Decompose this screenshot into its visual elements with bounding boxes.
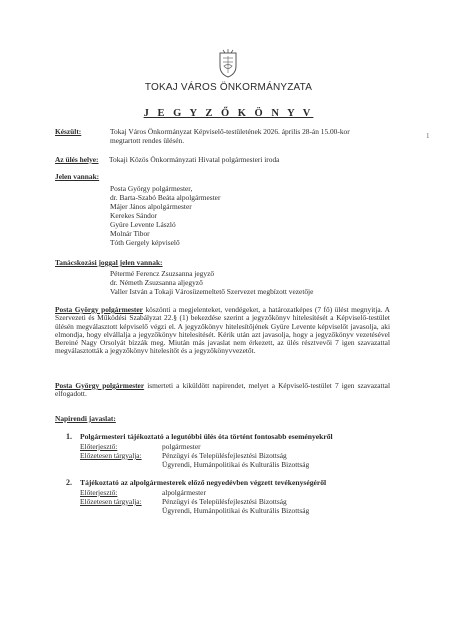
present-label: Jelen vannak: <box>55 172 100 181</box>
speaker-name: Posta György polgármester <box>55 381 145 390</box>
agenda-paragraph <box>55 382 390 399</box>
advisory-present-label: Tanácskozási joggal jelen vannak: <box>55 258 163 267</box>
agenda-item-title: Polgármesteri tájékoztató a legutóbbi ülés óta történt fontosabb eseményekről <box>80 432 333 441</box>
advisory-member: dr. Németh Zsuzsanna aljegyző <box>110 278 203 287</box>
paragraph-text: köszönti a megjelenteket, vendégeket, a határozatképes (7 fő) ülést megnyitja. A Szervezeti és Működési Szabályzat 22.§ (1) bekezdése szerint a jegyzőkönyv hitelesítését a Képviselő-testület ülésén megválasztott képviselő végzi el. A jegyzőkönyv hitelesítőjének Gyüre Levente képviselőt javasolja, aki elmondja, hogy elvállalja a jegyzőkönyv hitelesítését. Kérik után azt javasolja, hogy a jegyzőkönyv vezetésével Bereiné Nagy Orsolyát bízzák meg. Miután más javaslat nem érkezett, az ülés résztvevői 7 igen szavazattal megválasztották a jegyzőkönyv hitelesítőt és a jegyzőkönyvvezetőt. <box>55 305 390 356</box>
paragraph-text: ismerteti a kiküldött napirendet, melyet a Képviselő-testület 7 igen szavazattal elfogadott. <box>55 381 390 399</box>
speaker-name: Posta György polgármester <box>55 305 143 314</box>
present-member: Molnár Tibor <box>110 229 150 238</box>
municipal-coat-of-arms-icon <box>217 49 239 79</box>
present-member: Kerekes Sándor <box>110 211 157 220</box>
advisory-member: Valler István a Tokaji Városüzemeltető Szervezet megbízott vezetője <box>110 287 314 296</box>
pre-discussion-committee: Ügyrendi, Humánpolitikai és Kulturális Bizottság <box>162 506 310 515</box>
presenter-label: Előterjesztő: <box>80 488 118 497</box>
agenda-item-number: 2. <box>66 478 72 487</box>
presenter-value: alpolgármester <box>162 488 206 497</box>
agenda-item-number: 1. <box>66 432 72 441</box>
present-member: dr. Barta-Szabó Beáta alpolgármester <box>110 193 221 202</box>
margin-note: 1 <box>426 132 430 140</box>
opening-paragraph <box>55 306 390 356</box>
agenda-item-title: Tájékoztató az alpolgármesterek előző negyedévben végzett tevékenységéről <box>80 478 327 487</box>
keszult-label: Készült: <box>55 127 82 136</box>
present-member: Posta György polgármester, <box>110 184 193 193</box>
present-member: Májer János alpolgármester <box>110 202 192 211</box>
meeting-place-label: Az ülés helye: <box>55 155 99 164</box>
pre-discussion-committee: Pénzügyi és Településfejlesztési Bizottság <box>162 451 287 460</box>
municipality-title: TOKAJ VÁROS ÖNKORMÁNYZATA <box>144 82 313 93</box>
meeting-place-value: Tokaji Közös Önkormányzati Hivatal polgármesteri iroda <box>109 155 280 164</box>
advisory-member: Pétermé Ferencz Zsuzsanna jegyző <box>110 269 215 278</box>
pre-discussion-committee: Ügyrendi, Humánpolitikai és Kulturális Bizottság <box>162 460 310 469</box>
keszult-line-2: megtartott rendes ülésén. <box>110 136 185 145</box>
keszult-line-1: Tokaj Város Önkormányzat Képviselő-testületének 2026. április 28-án 15.00-kor <box>110 127 350 136</box>
presenter-value: polgármester <box>162 442 201 451</box>
present-member: Gyüre Levente László <box>110 220 176 229</box>
present-member: Tóth Gergely képviselő <box>110 238 180 247</box>
pre-discussion-committee: Pénzügyi és Településfejlesztési Bizottság <box>162 497 287 506</box>
presenter-label: Előterjesztő: <box>80 442 118 451</box>
document-title: J E G Y Z Ő K Ö N Y V <box>143 108 314 119</box>
pre-discussion-label: Előzetesen tárgyalja: <box>80 451 142 460</box>
pre-discussion-label: Előzetesen tárgyalja: <box>80 497 142 506</box>
agenda-label: Napirendi javaslat: <box>55 414 116 423</box>
